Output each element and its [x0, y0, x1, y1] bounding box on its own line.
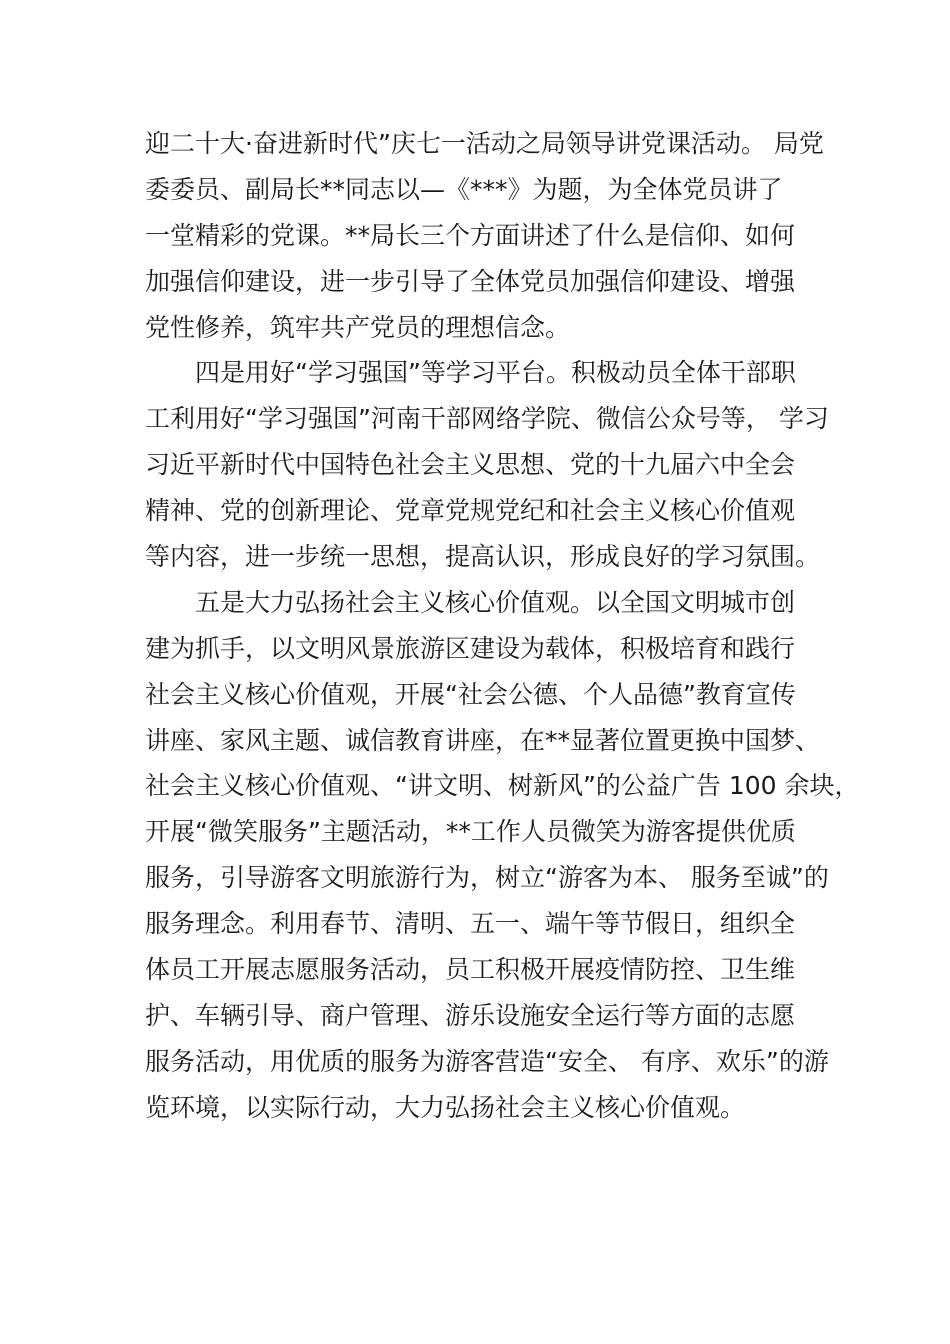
text-line: 社会主义核心价值观，开展“社会公德、个人品德”教育宣传 — [145, 679, 796, 709]
text-line: 社会主义核心价值观、“讲文明、树新风”的公益广告 100 余块， — [145, 771, 860, 801]
text-line: 服务理念。利用春节、清明、五一、端午等节假日，组织全 — [145, 909, 796, 939]
text-line: 讲座、家风主题、诚信教育讲座，在**显著位置更换中国梦、 — [145, 725, 821, 755]
text-line: 护、车辆引导、商户管理、游乐设施安全运行等方面的志愿 — [145, 1000, 796, 1030]
text-line: 委委员、副局长**同志以—《***》为题，为全体党员讲了 — [145, 174, 783, 204]
text-line: 一堂精彩的党课。**局长三个方面讲述了什么是信仰、如何 — [145, 220, 796, 250]
text-line: 加强信仰建设，进一步引导了全体党员加强信仰建设、增强 — [145, 266, 796, 296]
text-line: 览环境，以实际行动，大力弘扬社会主义核心价值观。 — [145, 1092, 746, 1122]
text-line: 迎二十大·奋进新时代”庆七一活动之局领导讲党课活动。 局党 — [145, 129, 824, 158]
text-line: 服务活动，用优质的服务为游客营造“安全、 有序、欢乐”的游 — [145, 1046, 829, 1076]
text-line: 服务，引导游客文明旅游行为，树立“游客为本、 服务至诚”的 — [145, 863, 829, 893]
text-line: 精神、党的创新理论、党章党规党纪和社会主义核心价值观 — [145, 496, 796, 526]
paragraph-first-line: 四是用好“学习强国”等学习平台。积极动员全体干部职 — [195, 358, 796, 388]
text-line: 工利用好“学习强国”河南干部网络学院、微信公众号等， 学习 — [145, 404, 829, 434]
text-line: 习近平新时代中国特色社会主义思想、党的十九届六中全会 — [145, 450, 796, 480]
text-line: 等内容，进一步统一思想，提高认识，形成良好的学习氛围。 — [145, 542, 821, 572]
paragraph-first-line: 五是大力弘扬社会主义核心价值观。以全国文明城市创 — [195, 587, 796, 617]
text-line: 体员工开展志愿服务活动，员工积极开展疫情防控、卫生维 — [145, 955, 796, 985]
text-line: 建为抓手，以文明风景旅游区建设为载体，积极培育和践行 — [145, 633, 796, 663]
body-text — [145, 121, 860, 1131]
text-line: 党性修养，筑牢共产党员的理想信念。 — [145, 312, 571, 342]
text-line: 开展“微笑服务”主题活动，**工作人员微笑为游客提供优质 — [145, 817, 796, 847]
